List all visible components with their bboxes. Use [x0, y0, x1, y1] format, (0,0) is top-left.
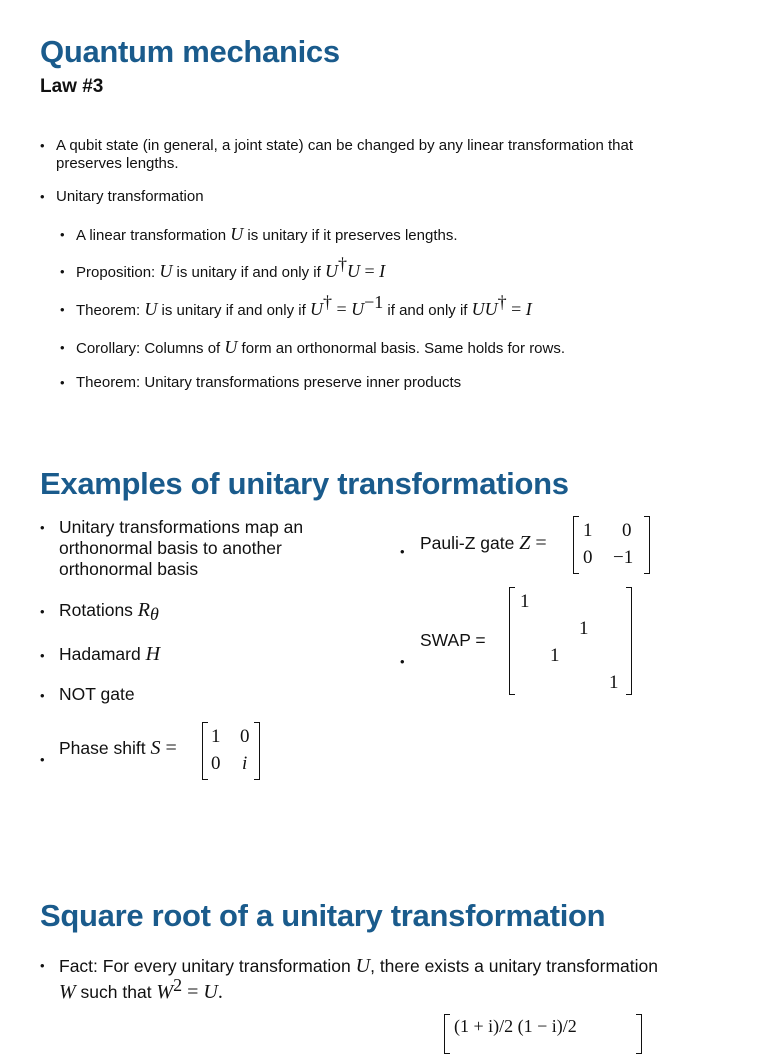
- matrix-cell: 0: [583, 547, 593, 568]
- bullet-icon: •: [400, 544, 405, 559]
- sub-bullet-linear-transformation: [76, 225, 458, 245]
- bullet-icon: •: [40, 520, 45, 535]
- math-UU: UU: [471, 299, 498, 319]
- math-eq: =: [359, 261, 380, 281]
- bullet-phase-shift: [59, 738, 177, 759]
- math-eq: =: [331, 299, 352, 319]
- bullet-map-basis: [59, 517, 303, 580]
- math-theta: θ: [150, 604, 159, 624]
- math-W: W: [156, 981, 174, 1003]
- math-W: W: [59, 981, 76, 1003]
- math-U: U: [144, 299, 158, 319]
- section-title-quantum-mechanics: Quantum mechanics: [40, 34, 340, 69]
- sub-bullet-inner-products: Theorem: Unitary transformations preserve inner products: [76, 374, 462, 391]
- bullet-pauli-z: [420, 533, 547, 554]
- math-S: S: [150, 737, 161, 759]
- text: Theorem:: [76, 302, 145, 319]
- text: form an orthonormal basis. Same holds for rows.: [237, 340, 566, 357]
- math-period: .: [217, 981, 223, 1003]
- bullet-icon: •: [40, 752, 45, 767]
- text: A linear transformation: [76, 227, 231, 244]
- math-I: I: [525, 299, 532, 319]
- bullet-icon: •: [400, 654, 405, 669]
- math-U: U: [203, 981, 218, 1003]
- matrix-cell: 1: [579, 618, 589, 639]
- bullet-swap: SWAP =: [420, 630, 486, 650]
- bullet-icon: •: [60, 302, 65, 317]
- math-eq: =: [182, 981, 204, 1003]
- bullet-icon: •: [40, 604, 45, 619]
- matrix-cell: 0: [211, 753, 221, 774]
- text: is unitary if and only if: [172, 264, 325, 281]
- math-U: U: [324, 261, 338, 281]
- matrix-phase-shift: [202, 722, 260, 780]
- bullet-icon: •: [40, 648, 45, 663]
- matrix-bracket-left: [509, 587, 515, 695]
- text: Hadamard: [59, 644, 146, 664]
- bullet-text-continued: preserves lengths.: [56, 155, 179, 172]
- matrix-cell: 1: [609, 672, 619, 693]
- math-U: U: [159, 261, 173, 281]
- section-title-examples: Examples of unitary transformations: [40, 466, 569, 501]
- matrix-bracket-right: [254, 722, 260, 780]
- math-dagger: †: [497, 292, 507, 312]
- text: if and only if: [383, 302, 472, 319]
- text: such that: [75, 982, 157, 1002]
- text: Unitary transformations map an: [59, 517, 304, 537]
- bullet-not-gate: NOT gate: [59, 684, 135, 704]
- matrix-cell: 1: [583, 520, 593, 541]
- bullet-icon: •: [60, 375, 65, 390]
- matrix-partial: [444, 1014, 642, 1054]
- text: , there exists a unitary transformation: [370, 956, 658, 976]
- text: orthonormal basis to another: [59, 538, 282, 558]
- matrix-cell: (1 + i)/2 (1 − i)/2: [454, 1016, 577, 1036]
- matrix-bracket-right: [644, 516, 650, 574]
- text: Fact: For every unitary transformation: [59, 956, 356, 976]
- matrix-cell: 1: [520, 591, 530, 612]
- text: Pauli-Z gate: [420, 533, 520, 553]
- bullet-icon: •: [60, 340, 65, 355]
- bullet-icon: •: [60, 227, 65, 242]
- matrix-cell: 0: [622, 520, 632, 541]
- math-dagger: †: [337, 254, 347, 274]
- math-U: U: [224, 337, 238, 357]
- matrix-cell: 0: [240, 726, 250, 747]
- text: Phase shift: [59, 738, 151, 758]
- math-eq: =: [530, 532, 547, 554]
- matrix-bracket-right: [626, 587, 632, 695]
- section-subtitle-law: Law #3: [40, 76, 104, 97]
- bullet-icon: •: [40, 189, 45, 204]
- matrix-pauli-z: [573, 516, 650, 574]
- math-U: U: [346, 261, 360, 281]
- math-U: U: [309, 299, 323, 319]
- matrix-cell: −1: [613, 547, 634, 568]
- math-eq: =: [160, 737, 177, 759]
- bullet-icon: •: [40, 138, 45, 153]
- matrix-bracket-right: [636, 1014, 642, 1054]
- matrix-bracket-left: [202, 722, 208, 780]
- matrix-bracket-left: [573, 516, 579, 574]
- text: Corollary: Columns of: [76, 340, 225, 357]
- bullet-qubit-state: [56, 137, 746, 173]
- math-U: U: [355, 955, 371, 977]
- text: is unitary if and only if: [157, 302, 310, 319]
- math-dagger: †: [322, 292, 332, 312]
- bullet-icon: •: [40, 688, 45, 703]
- matrix-cell: i: [242, 753, 248, 774]
- matrix-cell: 1: [211, 726, 221, 747]
- math-U: U: [230, 224, 244, 244]
- bullet-rotations: [59, 599, 159, 624]
- matrix-bracket-left: [444, 1014, 450, 1054]
- bullet-text: A qubit state (in general, a joint state) can be changed by any linear transformation that: [56, 137, 634, 154]
- bullet-unitary-transformation: Unitary transformation: [56, 188, 204, 205]
- math-inverse: −1: [364, 292, 384, 312]
- math-exponent: 2: [173, 975, 183, 995]
- math-I: I: [379, 261, 386, 281]
- bullet-icon: •: [40, 958, 45, 973]
- math-U: U: [351, 299, 365, 319]
- section-title-square-root: Square root of a unitary transformation: [40, 898, 606, 933]
- matrix-cell: 1: [550, 645, 560, 666]
- text: Rotations: [59, 600, 138, 620]
- sub-bullet-proposition: [76, 254, 386, 282]
- sub-bullet-corollary: [76, 338, 565, 358]
- text: is unitary if it preserves lengths.: [243, 227, 458, 244]
- math-eq: =: [506, 299, 526, 319]
- text: orthonormal basis: [59, 559, 199, 579]
- text: Proposition:: [76, 264, 160, 281]
- matrix-swap: [509, 587, 632, 695]
- sub-bullet-theorem-inverse: [76, 292, 532, 320]
- bullet-icon: •: [60, 264, 65, 279]
- math-R: R: [137, 599, 151, 621]
- math-Z: Z: [519, 532, 531, 554]
- bullet-hadamard: [59, 644, 160, 665]
- bullet-fact: [59, 953, 658, 1005]
- math-H: H: [145, 643, 161, 665]
